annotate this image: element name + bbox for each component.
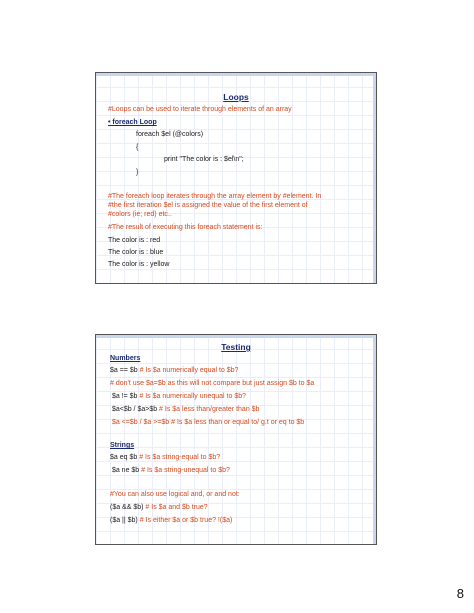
slide-title: Testing [221,342,251,352]
comment-line: #The result of executing this foreach statement is: [108,224,263,231]
text-line: $a eq $b # Is $a string-equal to $b? [110,454,221,461]
text-line: $a != $b # Is $a numerically unequal to $b? [110,393,247,400]
code-line: print "The color is : $el\n"; [164,156,244,163]
slide-loops [95,72,377,284]
code-line: } [136,169,139,176]
output-line: The color is : yellow [108,261,170,268]
text-line: $a == $b # Is $a numerically equal to $b? [110,367,239,374]
output-line: The color is : red [108,237,161,244]
text-line: $a<$b / $a>$b # Is $a less than/greater than $b [110,406,260,413]
slide-right-bar [373,73,376,283]
comment-line: #The foreach loop iterates through the array element by #element. In [108,193,322,200]
text-line: #Loops can be used to iterate through elements of an array [108,106,292,113]
output-line: The color is : blue [108,249,164,256]
section-header-numbers: Numbers [110,355,141,362]
text-line: ($a || $b) # Is either $a or $b true? !($a) [110,517,233,524]
slide-top-bar [96,73,376,76]
slide-testing [95,334,377,545]
slide-top-bar [96,335,376,338]
code-line: foreach $el (@colors) [136,131,204,138]
comment-line: #colors (ie; red) etc.. [108,211,172,218]
text-line: $a <=$b / $a >=$b # Is $a less than or equal to/ g.t or eq to $b [110,419,305,426]
comment-line: #You can also use logical and, or and not: [110,491,240,498]
section-header-strings: Strings [110,442,135,449]
text-line: $a ne $b # Is $a string-unequal to $b? [110,467,230,474]
comment-line: #the first iteration $el is assigned the value of the first element of [108,202,308,209]
text-line: ($a && $b) # Is $a and $b true? [110,504,208,511]
bullet-heading: • foreach Loop [108,119,157,126]
page-number: 8 [456,586,464,601]
code-line: { [136,144,139,151]
slide-title: Loops [223,92,249,102]
slide-right-bar [373,335,376,544]
comment-line: # don't use $a=$b as this will not compare but just assign $b to $a [110,380,315,387]
